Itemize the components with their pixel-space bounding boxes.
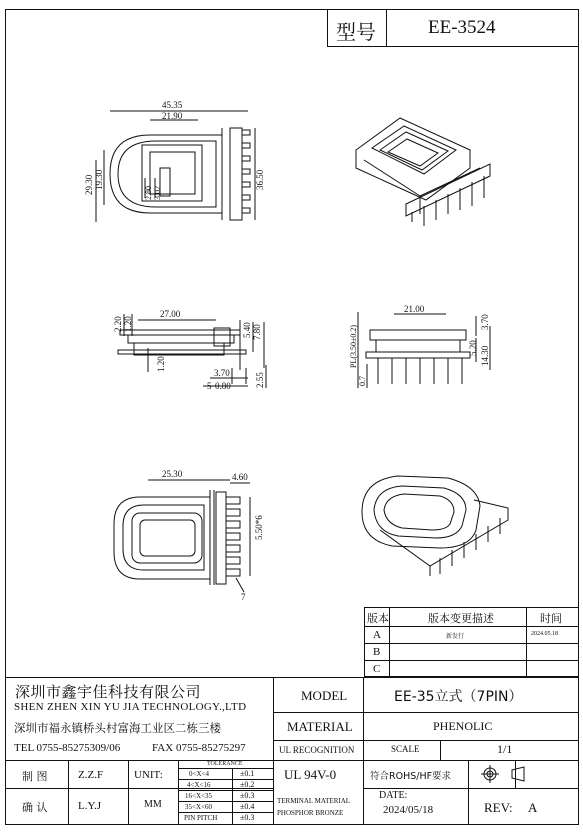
scale-value: 1/1 <box>497 742 513 756</box>
tol-range-0: 0<X<4 <box>189 770 209 778</box>
company-address: 深圳市福永镇桥头村富海工业区二栋三楼 <box>14 721 221 735</box>
projection-symbol-icon <box>480 764 528 784</box>
terminal-material-label: TERMINAL MATERIAL <box>277 797 351 805</box>
dim-bottom-d1: 25.30 <box>162 469 183 479</box>
dim-top-d4: 19.30 <box>94 169 104 190</box>
tol-range-2: 16<X<35 <box>185 792 212 800</box>
dim-front-d3: 5.20 <box>468 340 478 356</box>
tol-range-3: 35<X<60 <box>185 803 212 811</box>
dim-front-d4: 14.30 <box>480 345 490 366</box>
bottom-pin-label: 7 <box>241 592 246 602</box>
bottom-view-drawing <box>114 480 250 592</box>
material-label: MATERIAL <box>287 719 353 734</box>
dim-side-d10: 5 <box>207 381 212 391</box>
dim-top-d7: 3.02 <box>153 186 162 200</box>
company-name-cn: 深圳市鑫宇佳科技有限公司 <box>15 683 202 701</box>
dim-top-d2: 21.90 <box>162 111 183 121</box>
bottom-view-pins <box>226 497 240 576</box>
model-header-label: 型号 <box>336 20 376 44</box>
dim-top-d5: 36.50 <box>255 169 265 190</box>
isometric-view-1 <box>356 118 490 226</box>
tol-value-3: ±0.4 <box>240 802 255 811</box>
dim-front-d6: 0.7 <box>358 376 367 386</box>
rev-row-a-desc: 新发行 <box>446 633 465 640</box>
scale-label: SCALE <box>391 744 420 754</box>
tolerance-title: TOLERANCE <box>207 761 243 767</box>
dim-side-d9: 1.20 <box>156 356 166 372</box>
ul-recognition-label: UL RECOGNITION <box>279 745 355 755</box>
rev-row-a-version: A <box>373 629 381 641</box>
rev-header-date: 时间 <box>540 612 562 625</box>
check-label: 确 认 <box>22 801 48 814</box>
unit-label: UNIT: <box>134 769 163 781</box>
dim-side-d3: 1.20 <box>123 316 133 332</box>
dim-side-d4: 5.40 <box>242 322 252 338</box>
dim-side-d6: 3.70 <box>214 368 230 378</box>
top-view-pins <box>242 130 250 213</box>
tol-range-1: 4<X<16 <box>187 781 211 789</box>
rev-label: REV: <box>484 800 513 815</box>
dim-bottom-d2: 4.60 <box>232 472 248 482</box>
dim-side-d2: 2.20 <box>113 316 123 332</box>
tol-value-4: ±0.3 <box>240 813 255 822</box>
isometric-view-2 <box>362 476 508 576</box>
model-label: MODEL <box>301 688 348 703</box>
date-label: DATE: <box>379 790 408 801</box>
ul-value: UL 94V-0 <box>284 767 337 782</box>
check-value: L.Y.J <box>78 800 102 812</box>
model-header-value: EE-3524 <box>428 17 496 38</box>
front-view-pins <box>378 358 462 384</box>
dim-top-d1: 45.35 <box>162 100 183 110</box>
tol-value-2: ±0.3 <box>240 791 255 800</box>
dim-bottom-d3: 5.50*6 <box>254 515 264 540</box>
terminal-material-value: PHOSPHOR BRONZE <box>277 809 344 817</box>
dim-top-d3: 29.30 <box>84 174 94 195</box>
isometric-2-pins <box>440 518 500 574</box>
company-tel: TEL 0755-85275309/06 <box>14 742 121 754</box>
tol-range-4: PIN PITCH <box>184 814 218 822</box>
rev-value: A <box>528 800 538 815</box>
model-value: EE-35立式（7PIN） <box>394 689 523 705</box>
dim-front-d5: PL(3.50±0.2) <box>349 324 358 368</box>
tol-value-0: ±0.1 <box>240 769 255 778</box>
tol-value-1: ±0.2 <box>240 780 255 789</box>
rev-row-a-date: 2024.05.18 <box>531 631 558 637</box>
drawn-label: 制 图 <box>22 770 48 783</box>
material-value: PHENOLIC <box>433 719 493 733</box>
company-name-en: SHEN ZHEN XIN YU JIA TECHNOLOGY.,LTD <box>14 701 247 713</box>
rev-row-c-version: C <box>373 663 381 675</box>
date-value: 2024/05/18 <box>383 804 434 816</box>
dim-side-d5: 7.80 <box>252 324 262 340</box>
top-view-drawing <box>96 111 255 222</box>
dim-top-d6: 2.80 <box>144 186 153 200</box>
rohs-note: 符合ROHS/HF要求 <box>370 771 452 782</box>
dim-side-d1: 27.00 <box>160 309 181 319</box>
dim-front-d2: 3.70 <box>480 314 490 330</box>
rev-row-b-version: B <box>373 646 381 658</box>
drawn-value: Z.Z.F <box>78 769 104 781</box>
company-fax: FAX 0755-85275297 <box>152 742 246 754</box>
unit-value: MM <box>144 799 162 810</box>
dim-side-d8: 2.55 <box>255 372 265 388</box>
dim-side-d7: 0.80 <box>215 381 231 391</box>
rev-header-version: 版本 <box>367 612 389 625</box>
rev-header-desc: 版本变更描述 <box>428 612 494 625</box>
dim-front-d1: 21.00 <box>404 304 425 314</box>
